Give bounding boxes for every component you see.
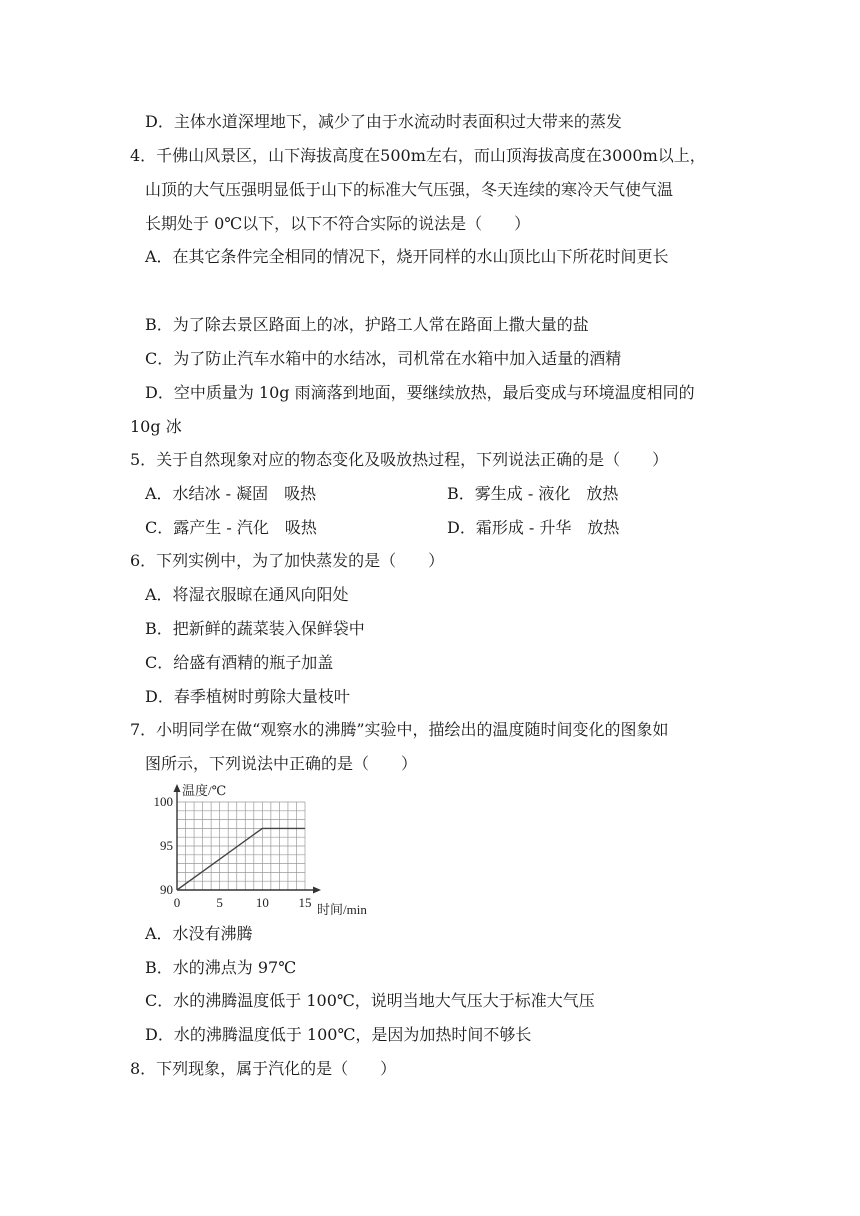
q6-option-c: C．给盛有酒精的瓶子加盖 xyxy=(145,653,334,672)
q7-option-a: A．水没有沸腾 xyxy=(145,924,253,943)
y-tick-label: 100 xyxy=(153,794,173,809)
q6-option-d: D．春季植树时剪除大量枝叶 xyxy=(145,687,350,706)
x-tick-label: 10 xyxy=(255,895,269,910)
q4-option-c: C．为了防止汽车水箱中的水结冰，司机常在水箱中加入适量的酒精 xyxy=(145,349,622,368)
q6-option-b: B．把新鲜的蔬菜装入保鲜袋中 xyxy=(145,619,365,638)
q4-option-b: B．为了除去景区路面上的冰，护路工人常在路面上撒大量的盐 xyxy=(145,315,589,334)
q5-option-b: B．雾生成 - 液化 放热 xyxy=(447,484,619,503)
x-tick-label: 15 xyxy=(298,895,312,910)
y-tick-label: 90 xyxy=(160,882,173,897)
x-axis-arrow xyxy=(313,887,321,894)
q4-option-d-line1: D．空中质量为 10g 雨滴落到地面，要继续放热，最后变成与环境温度相同的 xyxy=(145,383,695,402)
y-tick-label: 95 xyxy=(160,838,173,853)
q4-stem-line1: 4．千佛山风景区，山下海拔高度在500m左右，而山顶海拔高度在3000m以上， xyxy=(130,146,706,165)
x-axis-label: 时间/min xyxy=(317,902,367,917)
x-tick-label: 0 xyxy=(173,895,181,910)
x-tick-label: 5 xyxy=(216,895,223,910)
q5-stem: 5．关于自然现象对应的物态变化及吸放热过程，下列说法正确的是（ ） xyxy=(130,450,669,469)
q4-stem-line2: 山顶的大气压强明显低于山下的标准大气压强，冬天连续的寒冷天气使气温 xyxy=(145,180,674,199)
q7-stem-line2: 图所示，下列说法中正确的是（ ） xyxy=(145,754,418,773)
q3-option-d: D．主体水道深埋地下，减少了由于水流动时表面积过大带来的蒸发 xyxy=(145,112,622,131)
q7-option-b: B．水的沸点为 97℃ xyxy=(145,958,297,977)
y-axis-arrow xyxy=(174,784,181,792)
q5-option-c: C．露产生 - 汽化 吸热 xyxy=(145,518,317,537)
q7-stem-line1: 7．小明同学在做“观察水的沸腾”实验中，描绘出的温度随时间变化的图象如 xyxy=(130,720,669,739)
q7-option-c: C．水的沸腾温度低于 100℃，说明当地大气压大于标准大气压 xyxy=(145,991,595,1010)
y-axis-label: 温度/℃ xyxy=(182,783,227,798)
q8-stem: 8．下列现象，属于汽化的是（ ） xyxy=(130,1059,397,1078)
q4-option-a: A．在其它条件完全相同的情况下，烧开同样的水山顶比山下所花时间更长 xyxy=(145,247,669,266)
q5-option-d: D．霜形成 - 升华 放热 xyxy=(447,518,620,537)
q6-option-a: A．将湿衣服晾在通风向阳处 xyxy=(145,585,349,604)
series-line xyxy=(177,828,305,890)
q4-stem-line3: 长期处于 0℃以下，以下不符合实际的说法是（ ） xyxy=(145,214,531,233)
q6-stem: 6．下列实例中，为了加快蒸发的是（ ） xyxy=(130,551,445,570)
q7-option-d: D．水的沸腾温度低于 100℃，是因为加热时间不够长 xyxy=(145,1025,532,1044)
q4-option-d-line2: 10g 冰 xyxy=(130,417,182,436)
q5-option-a: A．水结冰 - 凝固 吸热 xyxy=(145,484,317,503)
temperature-time-chart xyxy=(145,782,385,917)
